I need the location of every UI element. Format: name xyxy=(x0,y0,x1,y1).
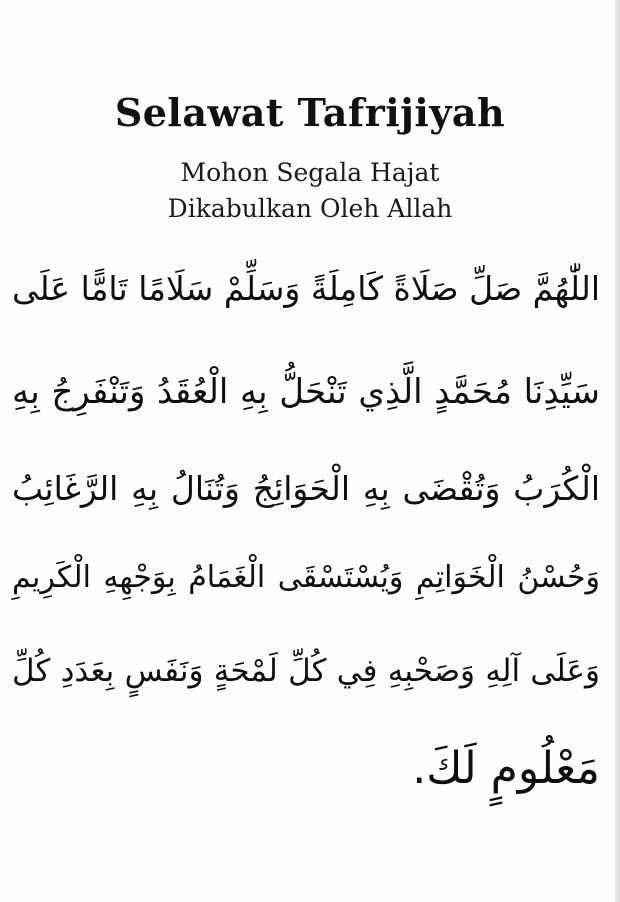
page-edge-shadow xyxy=(615,0,620,902)
arabic-text-line-5: وَعَلَى آلِهِ وَصَحْبِهِ فِي كُلِّ لَمْحَةٍ وَنَفَسٍ بِعَدَدِ كُلِّ xyxy=(12,653,600,689)
arabic-text-line-3: الْكُرَبُ وَتُقْضَى بِهِ الْحَوَائِجُ وَتُنَالُ بِهِ الرَّغَائِبُ xyxy=(12,469,600,508)
arabic-text-line-6: مَعْلُومٍ لَكَ. xyxy=(412,743,600,794)
subtitle-line-2: Dikabulkan Oleh Allah xyxy=(167,194,453,223)
arabic-text-line-1: اللّٰهُمَّ صَلِّ صَلَاةً كَامِلَةً وَسَلِّمْ سَلَامًا تَامًّا عَلَى xyxy=(12,269,600,308)
arabic-text-line-4: وَحُسْنُ الْخَوَاتِمِ وَيُسْتَسْقَى الْغَمَامُ بِوَجْهِهِ الْكَرِيمِ xyxy=(12,560,600,595)
page-title: Selawat Tafrijiyah xyxy=(114,90,506,135)
arabic-text-line-2: سَيِّدِنَا مُحَمَّدٍ الَّذِي تَنْحَلُّ بِهِ الْعُقَدُ وَتَنْفَرِجُ بِهِ xyxy=(12,372,600,412)
subtitle-line-1: Mohon Segala Hajat xyxy=(180,158,440,187)
